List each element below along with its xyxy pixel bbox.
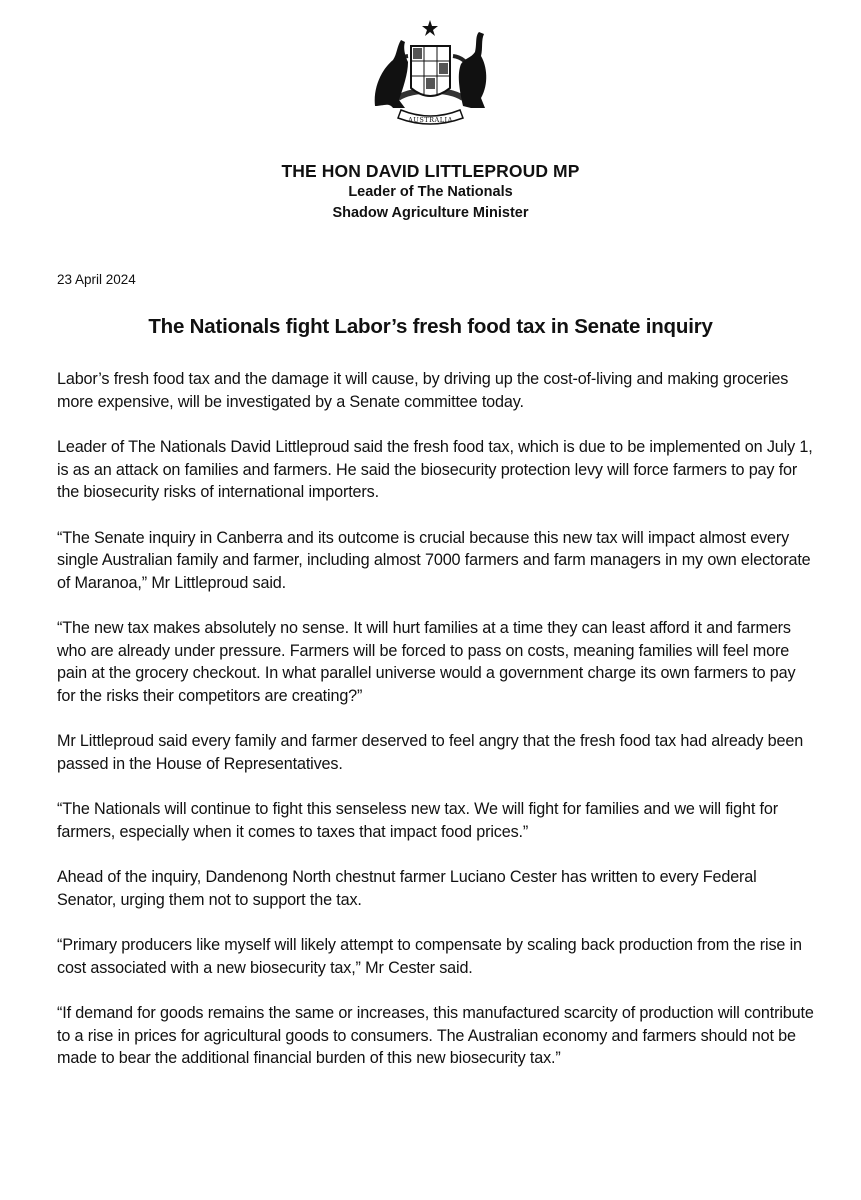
press-release-headline: The Nationals fight Labor’s fresh food tax in Senate inquiry bbox=[148, 315, 713, 338]
letterhead bbox=[0, 160, 861, 224]
svg-text:AUSTRALIA: AUSTRALIA bbox=[408, 116, 453, 124]
body-paragraph: “The Nationals will continue to fight this senseless new tax. We will fight for families and we will fight for farmers, especially when it comes to taxes that impact food prices.” bbox=[57, 800, 778, 841]
coat-of-arms-crest bbox=[353, 18, 508, 133]
body-paragraph: “The Senate inquiry in Canberra and its outcome is crucial because this new tax will impact almost every single Australian family and farmer, including almost 7000 farmers and farm managers in my own electorate of Maranoa,” Mr Littleproud said. bbox=[57, 528, 811, 592]
body-paragraph: Mr Littleproud said every family and farmer deserved to feel angry that the fresh food tax had already been passed in the House of Representatives. bbox=[57, 732, 804, 773]
member-name: THE HON DAVID LITTLEPROUD MP bbox=[281, 161, 580, 181]
body-paragraph: Ahead of the inquiry, Dandenong North chestnut farmer Luciano Cester has written to every Federal Senator, urging them not to support the tax. bbox=[57, 868, 757, 909]
body-paragraph: Labor’s fresh food tax and the damage it will cause, by driving up the cost-of-living and making groceries more expensive, will be investigated by a Senate committee today. bbox=[57, 370, 789, 411]
member-role-shadow-minister: Shadow Agriculture Minister bbox=[332, 205, 529, 221]
body-paragraph: Leader of The Nationals David Littleproud said the fresh food tax, which is due to be implemented on July 1, is as an attack on families and farmers. He said the biosecurity protection levy will force farmers to pay for the biosecurity risks of international importers. bbox=[57, 438, 813, 501]
body-paragraph: “Primary producers like myself will likely attempt to compensate by scaling back production from the rise in cost associated with a new biosecurity tax,” Mr Cester said. bbox=[57, 936, 802, 977]
body-paragraph: “If demand for goods remains the same or increases, this manufactured scarcity of production will contribute to a rise in prices for agricultural goods to consumers. The Australian economy and farmers should not be made to bear the additional financial burden of this new biosecurity tax.” bbox=[57, 1004, 814, 1067]
member-role-leader: Leader of The Nationals bbox=[348, 184, 513, 200]
release-date: 23 April 2024 bbox=[57, 272, 136, 287]
body-paragraph: “The new tax makes absolutely no sense. It will hurt families at a time they can least afford it and farmers who are already under pressure. Farmers will be forced to pass on costs, meaning families will feel more pain at the grocery checkout. In what parallel universe would a government charge its own farmers to pay for the risks their competitors are creating?” bbox=[57, 619, 796, 705]
press-release-body bbox=[57, 368, 817, 1093]
